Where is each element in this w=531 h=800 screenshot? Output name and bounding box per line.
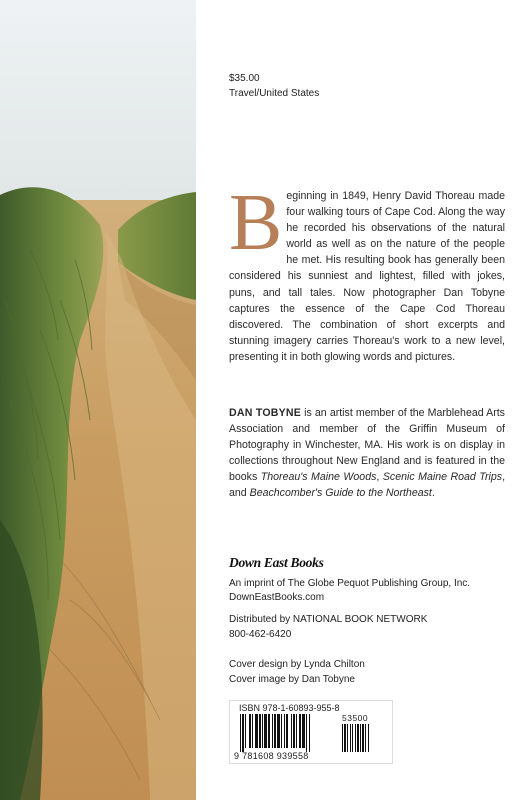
- barcode-digits: 9 781608 939558: [234, 751, 309, 761]
- bio-text: is an artist member of the Marblehead Arts Association and member of the Griffin Museum of Photography in Winchester, MA. His work is on display in collections throughout New England and is featured in the books: [229, 407, 505, 484]
- distribution-block: [229, 613, 427, 642]
- author-bio: [229, 405, 505, 502]
- barcode-bar: [277, 714, 280, 748]
- barcode-bar: [249, 714, 251, 748]
- bio-end: .: [431, 487, 435, 500]
- barcode-bar: [309, 714, 310, 752]
- barcode-bar: [245, 714, 246, 748]
- barcode-addon-bar: [344, 724, 346, 752]
- distributor-phone: 800-462-6420: [229, 628, 292, 640]
- book-title-1: Thoreau's Maine Woods: [260, 471, 377, 484]
- barcode-bar: [296, 714, 297, 748]
- barcode-bar: [286, 714, 288, 748]
- book-title-2: Scenic Maine Road Trips: [382, 471, 503, 484]
- book-description: [229, 179, 505, 365]
- dune-path-photo: [0, 0, 196, 800]
- barcode-bar: [240, 714, 241, 752]
- barcode-bar: [268, 714, 270, 748]
- publisher-website: DownEastBooks.com: [229, 592, 325, 604]
- bio-sep-1: ,: [376, 471, 383, 484]
- barcode-addon-bar: [355, 724, 356, 752]
- barcode-addon-bar: [357, 724, 359, 752]
- credits-block: [229, 658, 365, 687]
- distributor-line: Distributed by NATIONAL BOOK NETWORK: [229, 614, 428, 625]
- barcode-addon-bar: [350, 724, 351, 752]
- barcode-bar: [291, 714, 292, 748]
- barcode-addon-bar: [352, 724, 353, 752]
- barcode-bar: [274, 714, 276, 748]
- price: $35.00: [229, 73, 260, 84]
- barcode-bar: [293, 714, 295, 748]
- barcode-bar: [259, 714, 261, 748]
- barcode-bar: [284, 714, 285, 748]
- barcode-bar: [252, 714, 253, 748]
- barcode-addon-bar: [342, 724, 343, 752]
- barcode-addon-bar: [362, 724, 364, 752]
- barcode-bar: [255, 714, 258, 748]
- publisher-logo: Down East Books: [229, 555, 324, 570]
- book-title-3: Beachcomber's Guide to the Northeast: [249, 487, 432, 500]
- barcode-bar: [272, 714, 273, 748]
- category: Travel/United States: [229, 87, 320, 99]
- barcode: [229, 700, 393, 764]
- barcode-addon-bar: [365, 724, 366, 752]
- publisher-block: [229, 553, 509, 606]
- barcode-addon-bar: [347, 724, 348, 752]
- barcode-addon-bar: [360, 724, 361, 752]
- description-text: eginning in 1849, Henry David Thoreau made four walking tours of Cape Cod. Along the way he recorded his observations of the natural world as well as on the nature of the people he met. His resulting book has generally been considered his sunniest and lightest, filled with jokes, puns, and tall tales. Now photographer Dan Tobyne captures the essence of the Cape Cod Thoreau discovered. The combination of short excerpts and stunning imagery carries Thoreau's work to a new level, presenting it in both glowing words and pictures.: [229, 190, 505, 363]
- barcode-bar: [299, 714, 301, 748]
- isbn-label: ISBN 978-1-60893-955-8: [239, 703, 340, 713]
- barcode-bar: [262, 714, 263, 748]
- author-name: DAN TOBYNE: [229, 407, 302, 419]
- barcode-bar: [264, 714, 267, 748]
- dropcap: B: [229, 179, 283, 267]
- barcode-addon-bar: [368, 724, 369, 752]
- barcode-bars: [238, 714, 384, 752]
- imprint-line: An imprint of The Globe Pequot Publishing Group, Inc.: [229, 577, 471, 589]
- cover-image-credit: Cover image by Dan Tobyne: [229, 673, 355, 685]
- price-block: [229, 72, 319, 101]
- barcode-addon: 53500: [342, 713, 369, 723]
- barcode-bar: [242, 714, 244, 752]
- bio-sep-2: , and: [229, 471, 506, 500]
- cover-design-credit: Cover design by Lynda Chilton: [229, 659, 365, 670]
- barcode-bar: [302, 714, 305, 748]
- barcode-bar: [281, 714, 282, 748]
- dune-illustration: [0, 0, 196, 800]
- barcode-bar: [306, 714, 307, 752]
